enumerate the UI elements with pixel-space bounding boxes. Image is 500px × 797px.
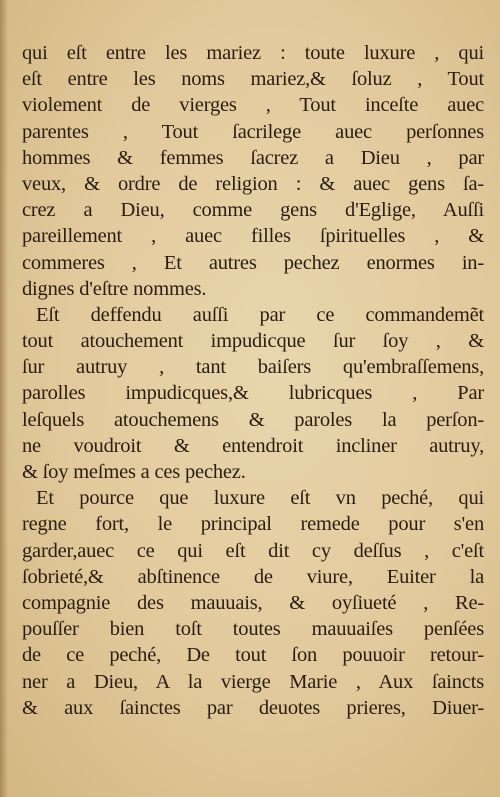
text-line: regne fort, le principal remede pour s'en [22, 513, 484, 536]
text-line: parolles impudicques,& lubricques , Par [22, 382, 484, 405]
text-line: Eſt deffendu auſſi par ce commandemẽt [36, 303, 484, 326]
text-line: ſur autruy , tant baiſers qu'embraſſemens, [22, 356, 484, 379]
text-line: & aux ſainctes par deuotes prieres, Diuer- [22, 696, 484, 719]
text-line: tout atouchement impudicque ſur ſoy , & [22, 330, 484, 353]
text-line: ne voudroit & entendroit incliner autruy, [22, 434, 484, 457]
text-line: leſquels atouchemens & paroles la perſon- [22, 408, 484, 431]
text-line: compagnie des mauuais, & oyſiueté , Re- [22, 591, 484, 614]
text-line: garder,auec ce qui eſt dit cy deſſus , c'eſt [22, 539, 484, 562]
text-line: pouſſer bien toſt toutes mauuaiſes penſées [22, 618, 484, 641]
text-line: ner a Dieu, A la vierge Marie , Aux ſaincts [22, 670, 484, 693]
text-line: ſobrieté,& abſtinence de viure, Euiter la [22, 565, 484, 588]
page-text-block [22, 40, 484, 721]
text-line: de ce peché, De tout ſon pouuoir retour- [22, 644, 484, 667]
text-line: Et pource que luxure eſt vn peché, qui [36, 487, 484, 510]
text-line: & ſoy meſmes a ces pechez. [22, 461, 246, 483]
page-gutter-shadow [0, 0, 8, 797]
text-line: veux, & ordre de religion : & auec gens ſa- [22, 172, 484, 195]
text-line: qui eſt entre les mariez : toute luxure , qui [22, 42, 484, 64]
text-line: pareillement , auec filles ſpirituelles , & [22, 225, 484, 248]
text-line: dignes d'eſtre nommes. [22, 277, 207, 300]
text-line: parentes , Tout ſacrilege auec perſonnes [22, 120, 484, 143]
text-line: hommes & femmes ſacrez a Dieu , par [22, 146, 484, 169]
text-line: commeres , Et autres pechez enormes in- [22, 251, 484, 274]
text-line: eſt entre les noms mariez,& ſoluz , Tout [22, 68, 484, 91]
text-line: violement de vierges , Tout inceſte auec [22, 94, 484, 117]
text-line: crez a Dieu, comme gens d'Eglige, Auſſi [22, 199, 484, 222]
